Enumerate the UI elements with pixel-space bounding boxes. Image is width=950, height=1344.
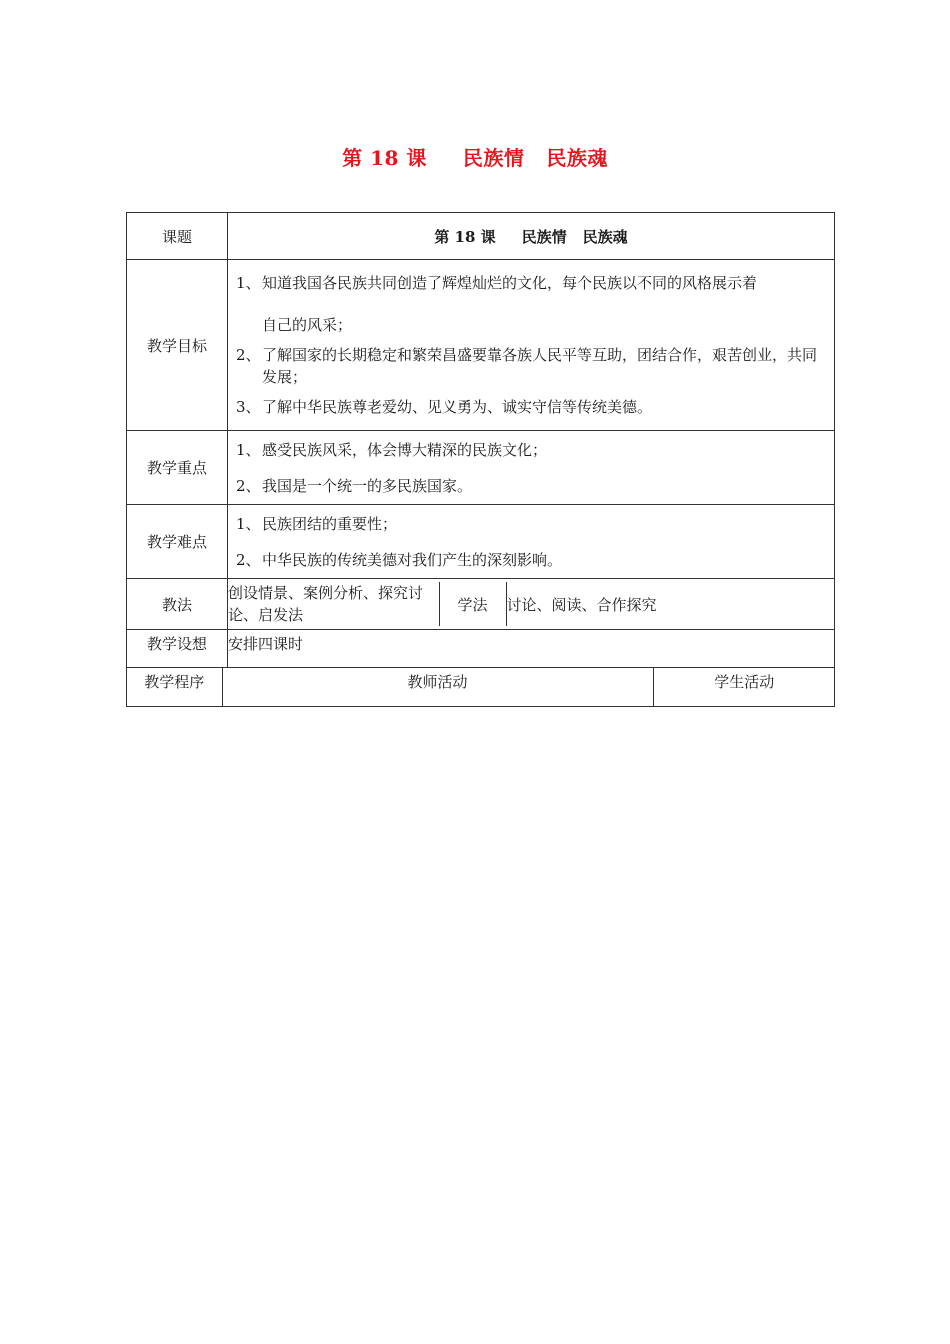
item-number: 2、	[236, 346, 261, 364]
procedure-inner-table	[127, 668, 835, 706]
goals-content	[228, 260, 835, 431]
teach-method-label: 教法	[127, 579, 228, 630]
item-number: 1、	[236, 440, 261, 459]
plan-value: 安排四课时	[228, 630, 835, 668]
list-item	[236, 344, 828, 388]
title-part2: 民族魂	[546, 146, 608, 170]
item-text: 感受民族风采，体会博大精深的民族文化；	[262, 440, 548, 459]
lesson-plan-table	[126, 212, 835, 707]
key-points-list	[228, 439, 834, 497]
item-number: 2、	[236, 550, 261, 569]
plan-label: 教学设想	[127, 630, 228, 668]
methods-inner-table	[228, 582, 835, 626]
learn-method-label: 学法	[439, 582, 506, 626]
item-number: 2、	[236, 476, 261, 495]
item-text: 知道我国各民族共同创造了辉煌灿烂的文化，每个民族以不同的风格展示着	[262, 274, 758, 292]
difficulties-row	[127, 505, 835, 579]
plan-row	[127, 630, 835, 668]
subject-part2: 民族魂	[582, 227, 628, 246]
item-text-continued: 自己的风采；	[262, 316, 353, 334]
methods-row	[127, 579, 835, 630]
subject-value	[228, 213, 835, 260]
item-number: 1、	[236, 274, 261, 292]
item-number: 3、	[236, 398, 261, 416]
difficulties-label: 教学难点	[127, 505, 228, 579]
key-points-row	[127, 431, 835, 505]
subject-label: 课题	[127, 213, 228, 260]
list-item	[236, 513, 828, 535]
list-item	[236, 549, 828, 571]
key-points-content	[228, 431, 835, 505]
goals-row	[127, 260, 835, 431]
item-text: 民族团结的重要性；	[262, 514, 398, 533]
key-points-label: 教学重点	[127, 431, 228, 505]
list-item	[236, 396, 828, 418]
procedure-content	[127, 668, 835, 707]
list-item	[236, 475, 828, 497]
difficulties-list	[228, 513, 834, 571]
goals-list	[228, 272, 834, 418]
item-text: 了解中华民族尊老爱幼、见义勇为、诚实守信等传统美德。	[262, 398, 653, 416]
item-text: 中华民族的传统美德对我们产生的深刻影响。	[262, 550, 563, 569]
learn-method-value: 讨论、阅读、合作探究	[506, 582, 835, 626]
teach-method-value: 创设情景、案例分析、探究讨论、启发法	[228, 584, 424, 624]
subject-lesson: 第 18 课	[434, 227, 496, 246]
procedure-label: 教学程序	[144, 673, 205, 691]
difficulties-content	[228, 505, 835, 579]
teacher-activity-header: 教师活动	[222, 668, 653, 706]
subject-row	[127, 213, 835, 260]
page-title	[0, 142, 950, 171]
subject-part1: 民族情	[521, 227, 567, 246]
goals-label: 教学目标	[127, 260, 228, 431]
item-text: 我国是一个统一的多民族国家。	[262, 476, 473, 495]
item-text: 了解国家的长期稳定和繁荣昌盛要靠各族人民平等互助，团结合作，艰苦创业，共同发展；	[262, 346, 818, 386]
title-lesson: 第 18 课	[342, 146, 427, 170]
student-activity-header: 学生活动	[653, 668, 835, 706]
title-part1: 民族情	[462, 146, 525, 170]
methods-content	[228, 579, 835, 630]
procedure-row	[127, 668, 835, 707]
list-item	[236, 439, 828, 461]
list-item	[236, 272, 828, 336]
item-number: 1、	[236, 514, 261, 533]
